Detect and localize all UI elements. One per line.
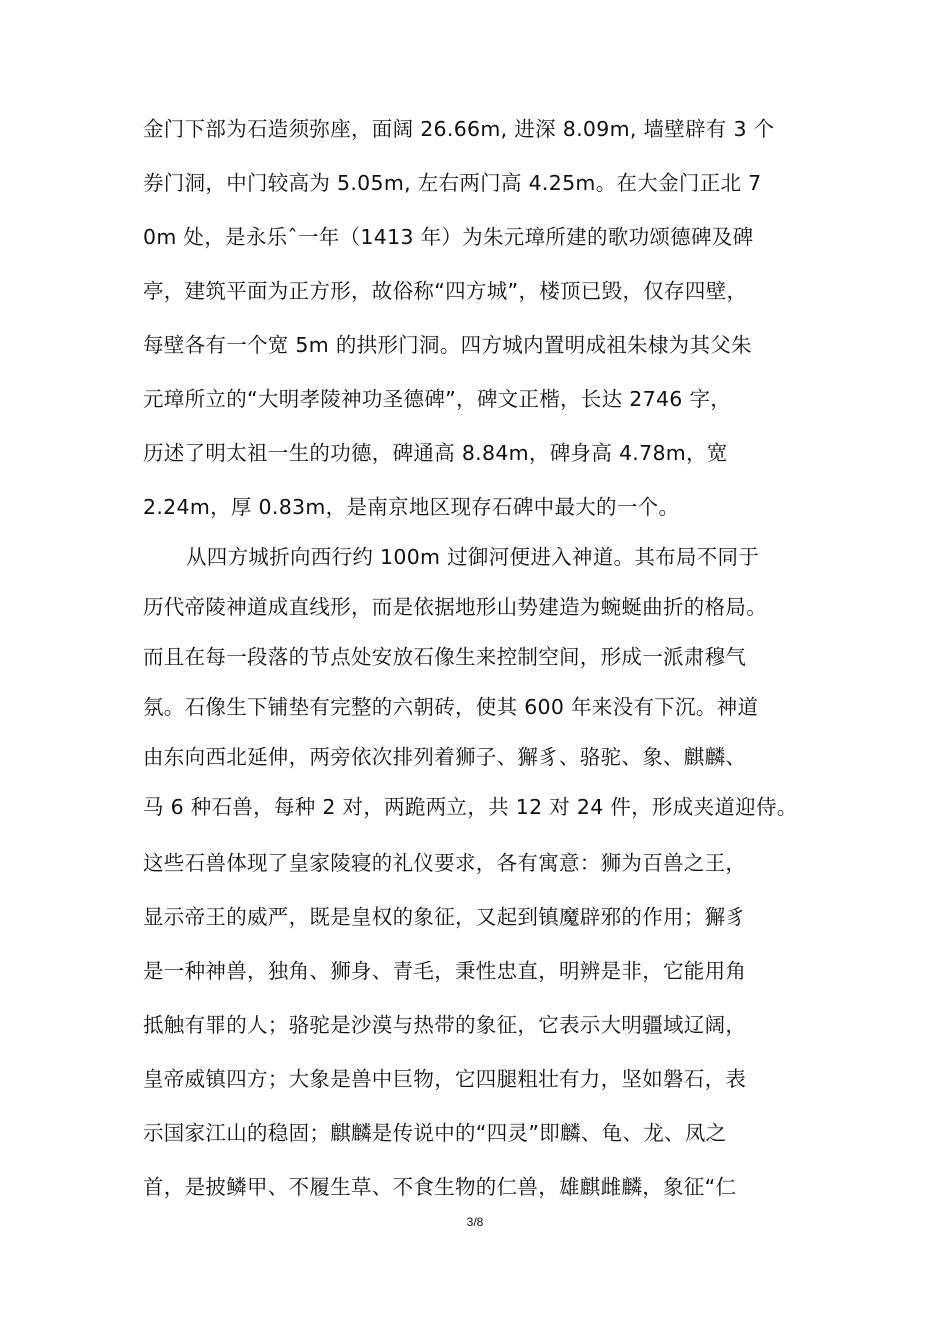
text-line: 氛。石像生下铺垫有完整的六朝砖，使其 600 年来没有下沉。神道	[143, 695, 759, 719]
text-line: 亭，建筑平面为正方形，故俗称“四方城”，楼顶已毁，仅存四壁，	[143, 279, 748, 303]
text-line: 示国家江山的稳固；麒麟是传说中的“四灵”即麟、龟、龙、凤之	[143, 1121, 727, 1145]
text-line: 抵触有罪的人；骆驼是沙漠与热带的象征，它表示大明疆域辽阔，	[143, 1013, 747, 1037]
text-line: 马 6 种石兽，每种 2 对，两跪两立，共 12 对 24 件，形成夹道迎侍。	[143, 795, 798, 819]
text-line: 显示帝王的威严，既是皇权的象征，又起到镇魔辟邪的作用；獬豸	[143, 905, 747, 929]
text-line: 首，是披鳞甲、不履生草、不食生物的仁兽，雄麒雌麟，象征“仁	[143, 1175, 737, 1199]
text-line: 这些石兽体现了皇家陵寝的礼仪要求，各有寓意：狮为百兽之王，	[143, 851, 747, 875]
text-line: 而且在每一段落的节点处安放石像生来控制空间，形成一派肃穆气	[143, 645, 747, 669]
text-line: 是一种神兽，独角、狮身、青毛，秉性忠直，明辨是非，它能用角	[143, 959, 747, 983]
text-line: 每壁各有一个宽 5m 的拱形门洞。四方城内置明成祖朱棣为其父朱	[143, 333, 752, 357]
text-line: 历述了明太祖一生的功德，碑通高 8.84m，碑身高 4.78m，宽	[143, 441, 728, 465]
page-number: 3/8	[466, 1215, 484, 1229]
text-line: 历代帝陵神道成直线形，而是依据地形山势建造为蜿蜒曲折的格局。	[143, 595, 767, 619]
text-line: 皇帝威镇四方；大象是兽中巨物，它四腿粗壮有力，坚如磐石，表	[143, 1067, 747, 1091]
text-line: 元璋所立的“大明孝陵神功圣德碑”，碑文正楷，长达 2746 字，	[143, 387, 732, 411]
text-line: 券门洞，中门较高为 5.05m, 左右两门高 4.25m。在大金门正北 7	[143, 171, 762, 195]
text-line: 0m 处，是永乐ˆ一年（1413 年）为朱元璋所建的歌功颂德碑及碑	[143, 225, 754, 249]
text-line: 金门下部为石造须弥座，面阔 26.66m, 进深 8.09m, 墙壁辟有 3 个	[143, 117, 775, 141]
text-line: 由东向西北延伸，两旁依次排列着狮子、獬豸、骆驼、象、麒麟、	[143, 745, 747, 769]
text-line: 2.24m，厚 0.83m，是南京地区现存石碑中最大的一个。	[143, 495, 680, 519]
paragraph-first-line: 从四方城折向西行约 100m 过御河便进入神道。其布局不同于	[186, 545, 760, 569]
